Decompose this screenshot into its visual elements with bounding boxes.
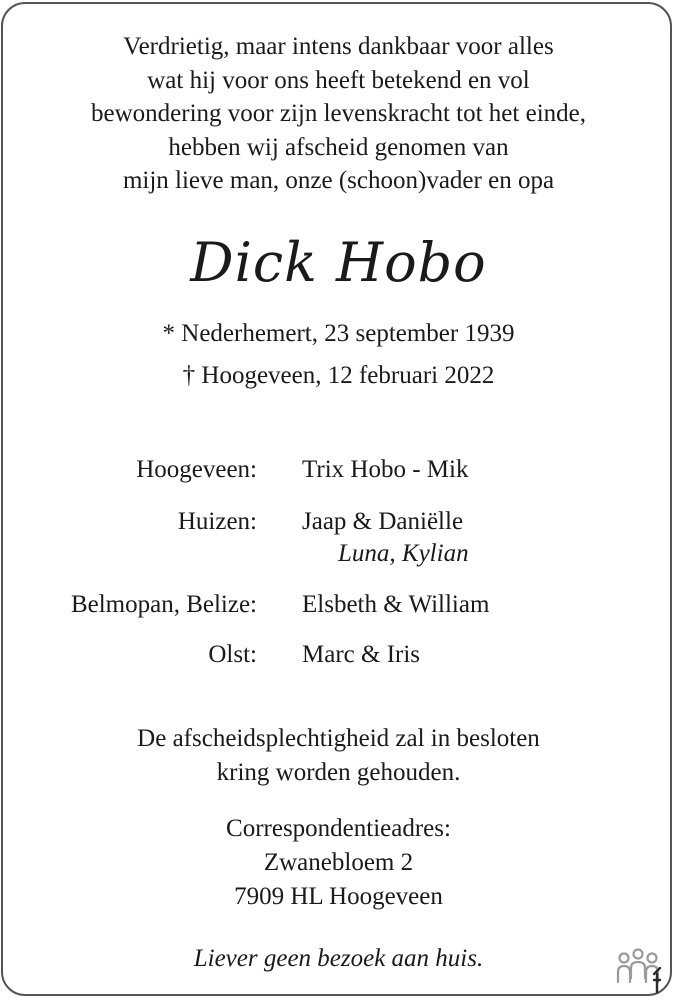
intro-line: Verdrietig, maar intens dankbaar voor alles xyxy=(123,33,554,60)
family-place: Hoogeveen: xyxy=(136,456,257,483)
ceremony-line: De afscheidsplechtigheid zal in besloten xyxy=(137,725,540,752)
death-date: † Hoogeveen, 12 februari 2022 xyxy=(182,362,495,389)
intro-line: mijn lieve man, onze (schoon)vader en opa xyxy=(122,167,555,194)
address-heading: Correspondentieadres: xyxy=(226,815,451,842)
family-names: Trix Hobo - Mik xyxy=(302,456,469,483)
family-place: Olst: xyxy=(208,641,257,668)
intro-line: wat hij voor ons heeft betekend en vol xyxy=(147,66,530,94)
family-figures-logo-icon xyxy=(614,944,664,994)
intro-text xyxy=(0,30,677,198)
family-names: Elsbeth & William xyxy=(302,591,490,618)
deceased-name: Dick Hobo xyxy=(190,231,487,294)
intro-line: bewondering voor zijn levenskracht tot het einde, xyxy=(91,100,586,127)
intro-line: hebben wij afscheid genomen van xyxy=(168,133,509,161)
life-dates xyxy=(0,313,677,397)
ceremony-line: kring worden gehouden. xyxy=(216,759,461,786)
correspondence-address xyxy=(0,812,677,914)
grandchildren-names: Luna, Kylian xyxy=(338,540,469,567)
address-city: 7909 HL Hoogeveen xyxy=(234,883,443,910)
birth-date: * Nederhemert, 23 september 1939 xyxy=(162,320,515,347)
family-place: Belmopan, Belize: xyxy=(70,591,257,618)
closing-note: Liever geen bezoek aan huis. xyxy=(193,945,484,972)
family-names: Jaap & Daniëlle xyxy=(302,508,464,535)
ceremony-note xyxy=(0,722,677,790)
family-place: Huizen: xyxy=(177,508,257,535)
address-street: Zwanebloem 2 xyxy=(263,849,414,876)
family-names: Marc & Iris xyxy=(302,641,421,668)
